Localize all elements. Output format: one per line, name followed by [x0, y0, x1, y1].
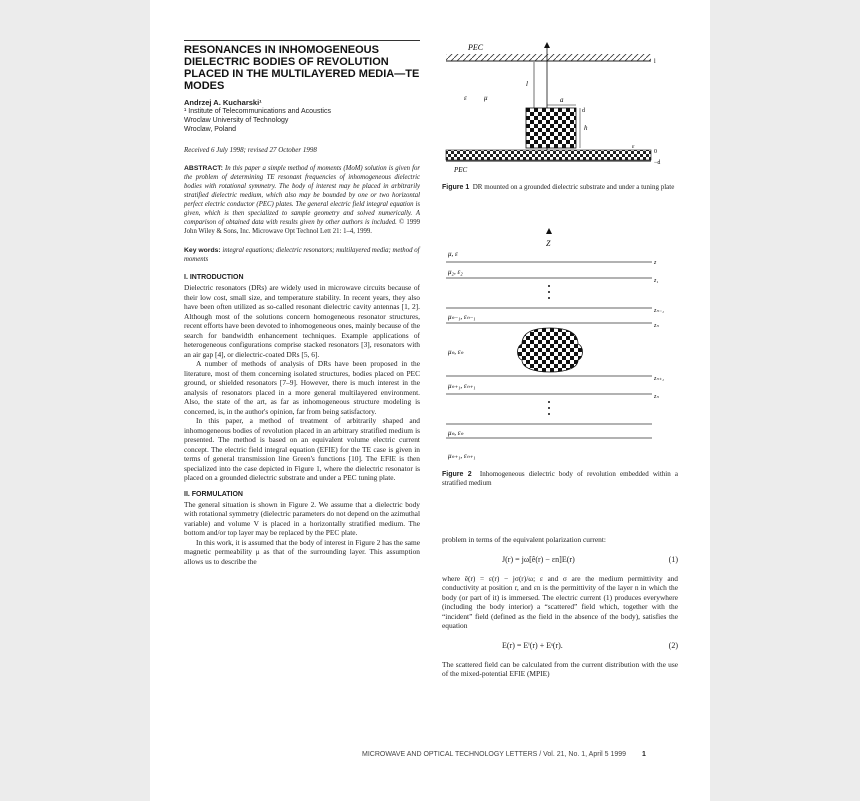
intro-paragraph-1: Dielectric resonators (DRs) are widely used in microwave circuits because of their low cost, small size, and temperature stability. In recent years, they also have been often utilized as so-called resonant dielectric cavity antennas [1, 2]. Although most of the solutions concern homogeneous resonator structures, recent efforts have been devoted to inhomogeneous ones, mainly because of the search for bandwidth enhancement techniques. Example applications of heterogeneous configurations comprise stacked resonators [3], resonators with an air gap [4], or dielectric-coated DRs [5, 6]. [184, 283, 420, 359]
intro-paragraph-3: In this paper, a method of treatment of arbitrarily shaped and inhomogeneous bodies of revolution placed in an arbitrary stratified medium is presented. The method is based on an equivalent volume electric current concept. The electric field integral equation (EFIE) for the TE case is given in terms of general transmission line Green's functions [10]. The EFIE is then specialized into the case depicted in Figure 1, where the dielectric resonator is placed on a grounded dielectric substrate and under a PEC tuning plate. [184, 416, 420, 482]
figure-1-caption-text: DR mounted on a grounded dielectric substrate and under a tuning plate [472, 183, 675, 191]
article-title: RESONANCES IN INHOMOGENEOUS DIELECTRIC BODIES OF REVOLUTION PLACED IN THE MULTILAYERED MEDIA—TE MODES [184, 44, 420, 92]
received-date: Received 6 July 1998; revised 27 October 1998 [184, 146, 317, 154]
abstract-text: In this paper a simple method of moments (MoM) solution is given for the problem of determining TE resonant frequencies of inhomogeneous dielectric bodies with rotational symmetry. The body of interest may be placed in arbitrarily stratified dielectric medium, which also may be bounded by one or two horizontal perfect electric conductor (PEC) plates. The general electric field integral equation is given, which is then specialized to sample geometry and solved numerically. A comparison of obtained data with results given by other authors is included. [184, 165, 421, 226]
title-rule [184, 40, 420, 41]
z-axis-label: Z [546, 239, 551, 248]
eps-r-label: ε [632, 144, 635, 150]
right-paragraph-2: where ê(r) = ε(r) − jσ(r)/ω; ε and σ are the medium permittivity and conductivity at position r, and εn is the permittivity of the layer n in which the body (or part of it) is immersed. The electric current (1) produces everywhere (including the body interior) a “scattered” field which, together with the “incident” field (defined as the field in the absence of the body), satisfies the equation [442, 573, 678, 630]
layer-label-4: μₙ, εₙ [448, 348, 464, 356]
l-right-label: l [654, 59, 656, 65]
figure-1-caption [442, 183, 678, 192]
continuation-dots-upper [548, 285, 550, 299]
page-number: 1 [641, 751, 646, 758]
layer-label-5: μₙ₊₁, εₙ₊₁ [448, 382, 476, 390]
boundary-label-1: z [654, 260, 657, 266]
body-of-revolution [518, 328, 583, 372]
pec-bottom-label: PEC [454, 166, 468, 174]
right-paragraph-3: The scattered field can be calculated from the current distribution with the use of the mixed-potential EFIE (MPIE) [442, 659, 678, 678]
boundary-label-5: zₙ₊₁ [654, 376, 664, 382]
equation-1 [442, 555, 678, 564]
figure-2 [442, 228, 678, 464]
figure-2-caption-text: Inhomogeneous dielectric body of revolution embedded within a stratified medium [442, 470, 678, 487]
continuation-dots-lower [548, 401, 550, 415]
affiliation-line-1: ¹ Institute of Telecommunications and Acoustics [184, 108, 331, 115]
figure-1 [442, 40, 678, 175]
layer-label-7: μₙ₊₁, εₙ₊₁ [448, 452, 476, 460]
page-footer [362, 751, 646, 758]
keywords-text: integral equations; dielectric resonators; multilayered media; method of moments [184, 247, 420, 263]
layer-label-1: μ, ε [448, 250, 458, 258]
h-dimension-label: h [584, 124, 588, 132]
dielectric-substrate [446, 150, 651, 160]
left-column [184, 40, 420, 566]
pec-top-label: PEC [468, 43, 484, 52]
figure-2-caption [442, 470, 678, 488]
dielectric-resonator [526, 108, 576, 148]
keywords [184, 246, 420, 264]
intro-paragraph-2: A number of methods of analysis of DRs have been proposed in the literature, most of them concerning isolated structures, bodies placed on PEC ground, or shielded resonators [7–9]. However, there is much interest in the analysis of resonators placed in a more general multilayered environment. Also, the state of the art, as far as inhomogeneous structure modeling is concerned, is, in the author's opinion, far from being satisfactory. [184, 359, 420, 416]
boundary-label-3: zₙ₋₁ [654, 308, 664, 314]
a-dimension-label: a [560, 96, 564, 104]
formulation-paragraph-2: In this work, it is assumed that the body of interest in Figure 2 has the same magnetic permeability μ as that of the surrounding layer. This assumption allows us to describe the [184, 537, 420, 566]
equation-2-body: E(r) = Eⁱ(r) + Eˢ(r). [502, 640, 563, 650]
keywords-label: Key words: [184, 247, 221, 254]
minus-d-label: −d [654, 160, 661, 166]
affiliation-line-2: Wroclaw University of Technology [184, 117, 289, 124]
layer-label-3: μₙ₋₁, εₙ₋₁ [448, 313, 476, 321]
journal-citation: MICROWAVE AND OPTICAL TECHNOLOGY LETTERS / Vol. 21, No. 1, April 5 1999 [362, 751, 627, 758]
equation-2-number: (2) [668, 640, 678, 650]
abstract-copyright: © 1999 John Wiley & Sons, Inc. Microwave Opt Technol Lett 21: 1–4, 1999. [184, 219, 420, 235]
boundary-label-6: zₙ [654, 394, 659, 400]
equation-1-number: (1) [668, 554, 678, 564]
boundary-label-2: z₁ [654, 278, 659, 284]
equation-2 [442, 641, 678, 650]
layer-label-2: μ₂, ε₂ [448, 268, 463, 276]
d-dimension-label: d [582, 108, 585, 114]
mu0-label: μ [484, 94, 488, 102]
boundary-label-4: zₙ [654, 323, 659, 329]
figure-2-diagram [442, 228, 678, 464]
right-column-text [442, 535, 678, 679]
figure-1-label: Figure 1 [442, 184, 470, 191]
equation-1-body: J(r) = jω[ê(r) − εn]E(r) [502, 554, 575, 564]
right-paragraph-1: problem in terms of the equivalent polarization current: [442, 535, 606, 544]
l-dimension-label: l [526, 80, 528, 88]
author-name: Andrzej A. Kucharski¹ [184, 98, 262, 107]
pec-top-plate [446, 54, 651, 61]
zero-level-label: 0 [654, 149, 657, 155]
abstract-label: ABSTRACT: [184, 165, 223, 172]
affiliation-line-3: Wroclaw, Poland [184, 126, 237, 133]
abstract [184, 164, 420, 236]
formulation-paragraph-1: The general situation is shown in Figure 2. We assume that a dielectric body with rotational symmetry (dielectric parameters do not depend on the azimuthal variable) and volume V is placed in a horizontally stratified medium. The bottom and/or top layer may be replaced by the PEC plate. [184, 499, 420, 537]
figure-2-label: Figure 2 [442, 471, 472, 478]
eps0-label: ε [464, 94, 467, 102]
figure-1-diagram [442, 40, 678, 175]
section-introduction-heading: I. INTRODUCTION [184, 274, 244, 281]
layer-label-6: μₙ, εₙ [448, 429, 464, 437]
section-formulation-heading: II. FORMULATION [184, 490, 243, 498]
